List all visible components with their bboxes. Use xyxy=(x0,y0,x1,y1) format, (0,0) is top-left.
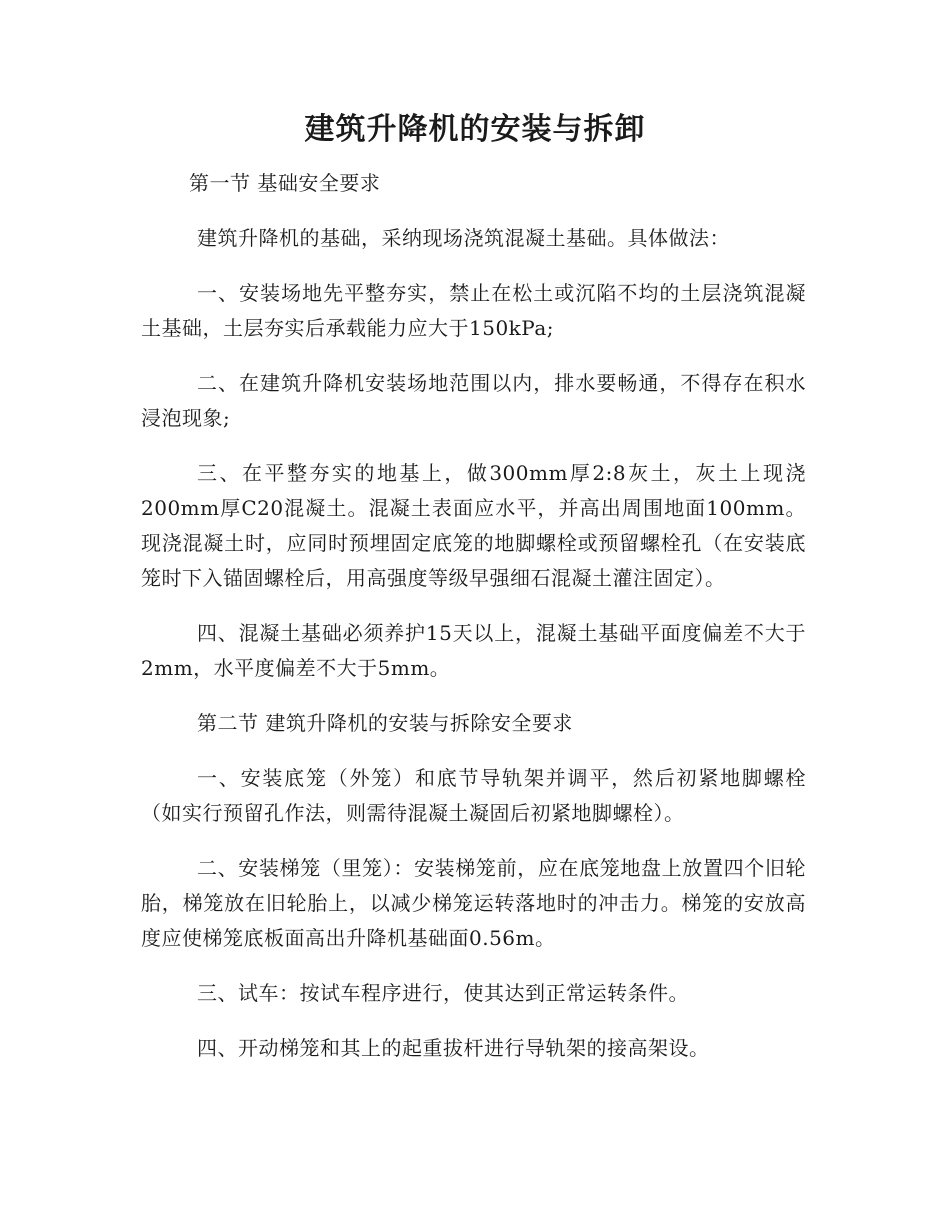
paragraph-item-2: 二、在建筑升降机安装场地范围以内，排水要畅通，不得存在积水浸泡现象; xyxy=(141,371,806,430)
document-body xyxy=(141,166,806,1066)
paragraph-install-2: 二、安装梯笼（里笼）：安装梯笼前，应在底笼地盘上放置四个旧轮胎，梯笼放在旧轮胎上，以减少梯笼运转落地时的冲击力。梯笼的安放高度应使梯笼底板面高出升降机基础面0.56m。 xyxy=(141,856,806,950)
paragraph-install-3: 三、试车：按试车程序进行，使其达到正常运转条件。 xyxy=(197,981,689,1005)
section-heading-2: 第二节 建筑升降机的安装与拆除安全要求 xyxy=(197,711,573,735)
section-heading-1: 第一节 基础安全要求 xyxy=(189,171,381,195)
paragraph-install-1: 一、安装底笼（外笼）和底节导轨架并调平，然后初紧地脚螺栓（如实行预留孔作法，则需待混凝土凝固后初紧地脚螺栓）。 xyxy=(141,766,806,825)
document-title: 建筑升降机的安装与拆卸 xyxy=(304,112,646,147)
paragraph-item-3: 三、在平整夯实的地基上，做300mm厚2:8灰土，灰土上现浇200mm厚C20混凝土。混凝土表面应水平，并高出周围地面100mm。现浇混凝土时，应同时预埋固定底笼的地脚螺栓或预留螺栓孔（在安装底笼时下入锚固螺栓后，用高强度等级早强细石混凝土灌注固定）。 xyxy=(141,461,806,590)
paragraph-item-1: 一、安装场地先平整夯实，禁止在松土或沉陷不均的土层浇筑混凝土基础，土层夯实后承载能力应大于150kPa; xyxy=(141,281,806,340)
paragraph-item-4: 四、混凝土基础必须养护15天以上，混凝土基础平面度偏差不大于2mm，水平度偏差不大于5mm。 xyxy=(141,621,806,680)
paragraph-intro: 建筑升降机的基础，采纳现场浇筑混凝土基础。具体做法： xyxy=(197,226,730,250)
paragraph-install-4: 四、开动梯笼和其上的起重拔杆进行导轨架的接高架设。 xyxy=(197,1036,710,1060)
